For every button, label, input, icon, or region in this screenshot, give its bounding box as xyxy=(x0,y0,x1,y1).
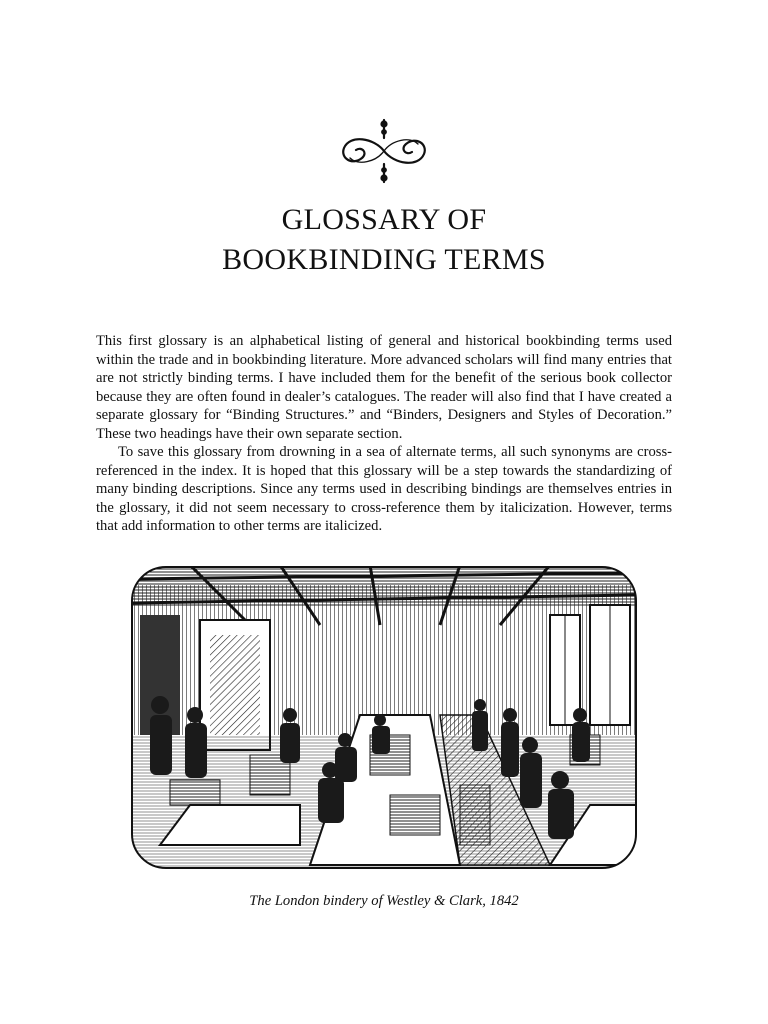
intro-paragraph-1: This first glossary is an alphabetical listing of general and historical bookbinding terms used within the trade and in bookbinding literature. More advanced scholars will find many entries that are not strictly binding terms. I have included them for the benefit of the serious book collector because they are often found in dealer’s catalogues. The reader will also find that I have created a separate glossary for “Binding Structures.” and “Binders, Designers and Styles of Decoration.” These two headings have their own separate section. xyxy=(96,333,672,442)
figure-caption: The London bindery of Westley & Clark, 1842 xyxy=(249,893,519,909)
fleuron-ornament-icon xyxy=(336,118,432,186)
intro-text xyxy=(96,332,672,536)
bindery-workshop-engraving xyxy=(130,565,638,870)
title-line-2: BOOKBINDING TERMS xyxy=(222,243,546,276)
intro-paragraph-2: To save this glossary from drowning in a sea of alternate terms, all such synonyms are cross-referenced in the index. It is hoped that this glossary will be a step towards the standardizing of many binding descriptions. Since any terms used in describing bindings are themselves entries in the glossary, it did not seem necessary to cross-reference them by italicization. However, terms that add information to other terms are italicized. xyxy=(96,444,672,534)
page-title xyxy=(0,200,768,280)
title-line-1: GLOSSARY OF xyxy=(281,203,487,236)
